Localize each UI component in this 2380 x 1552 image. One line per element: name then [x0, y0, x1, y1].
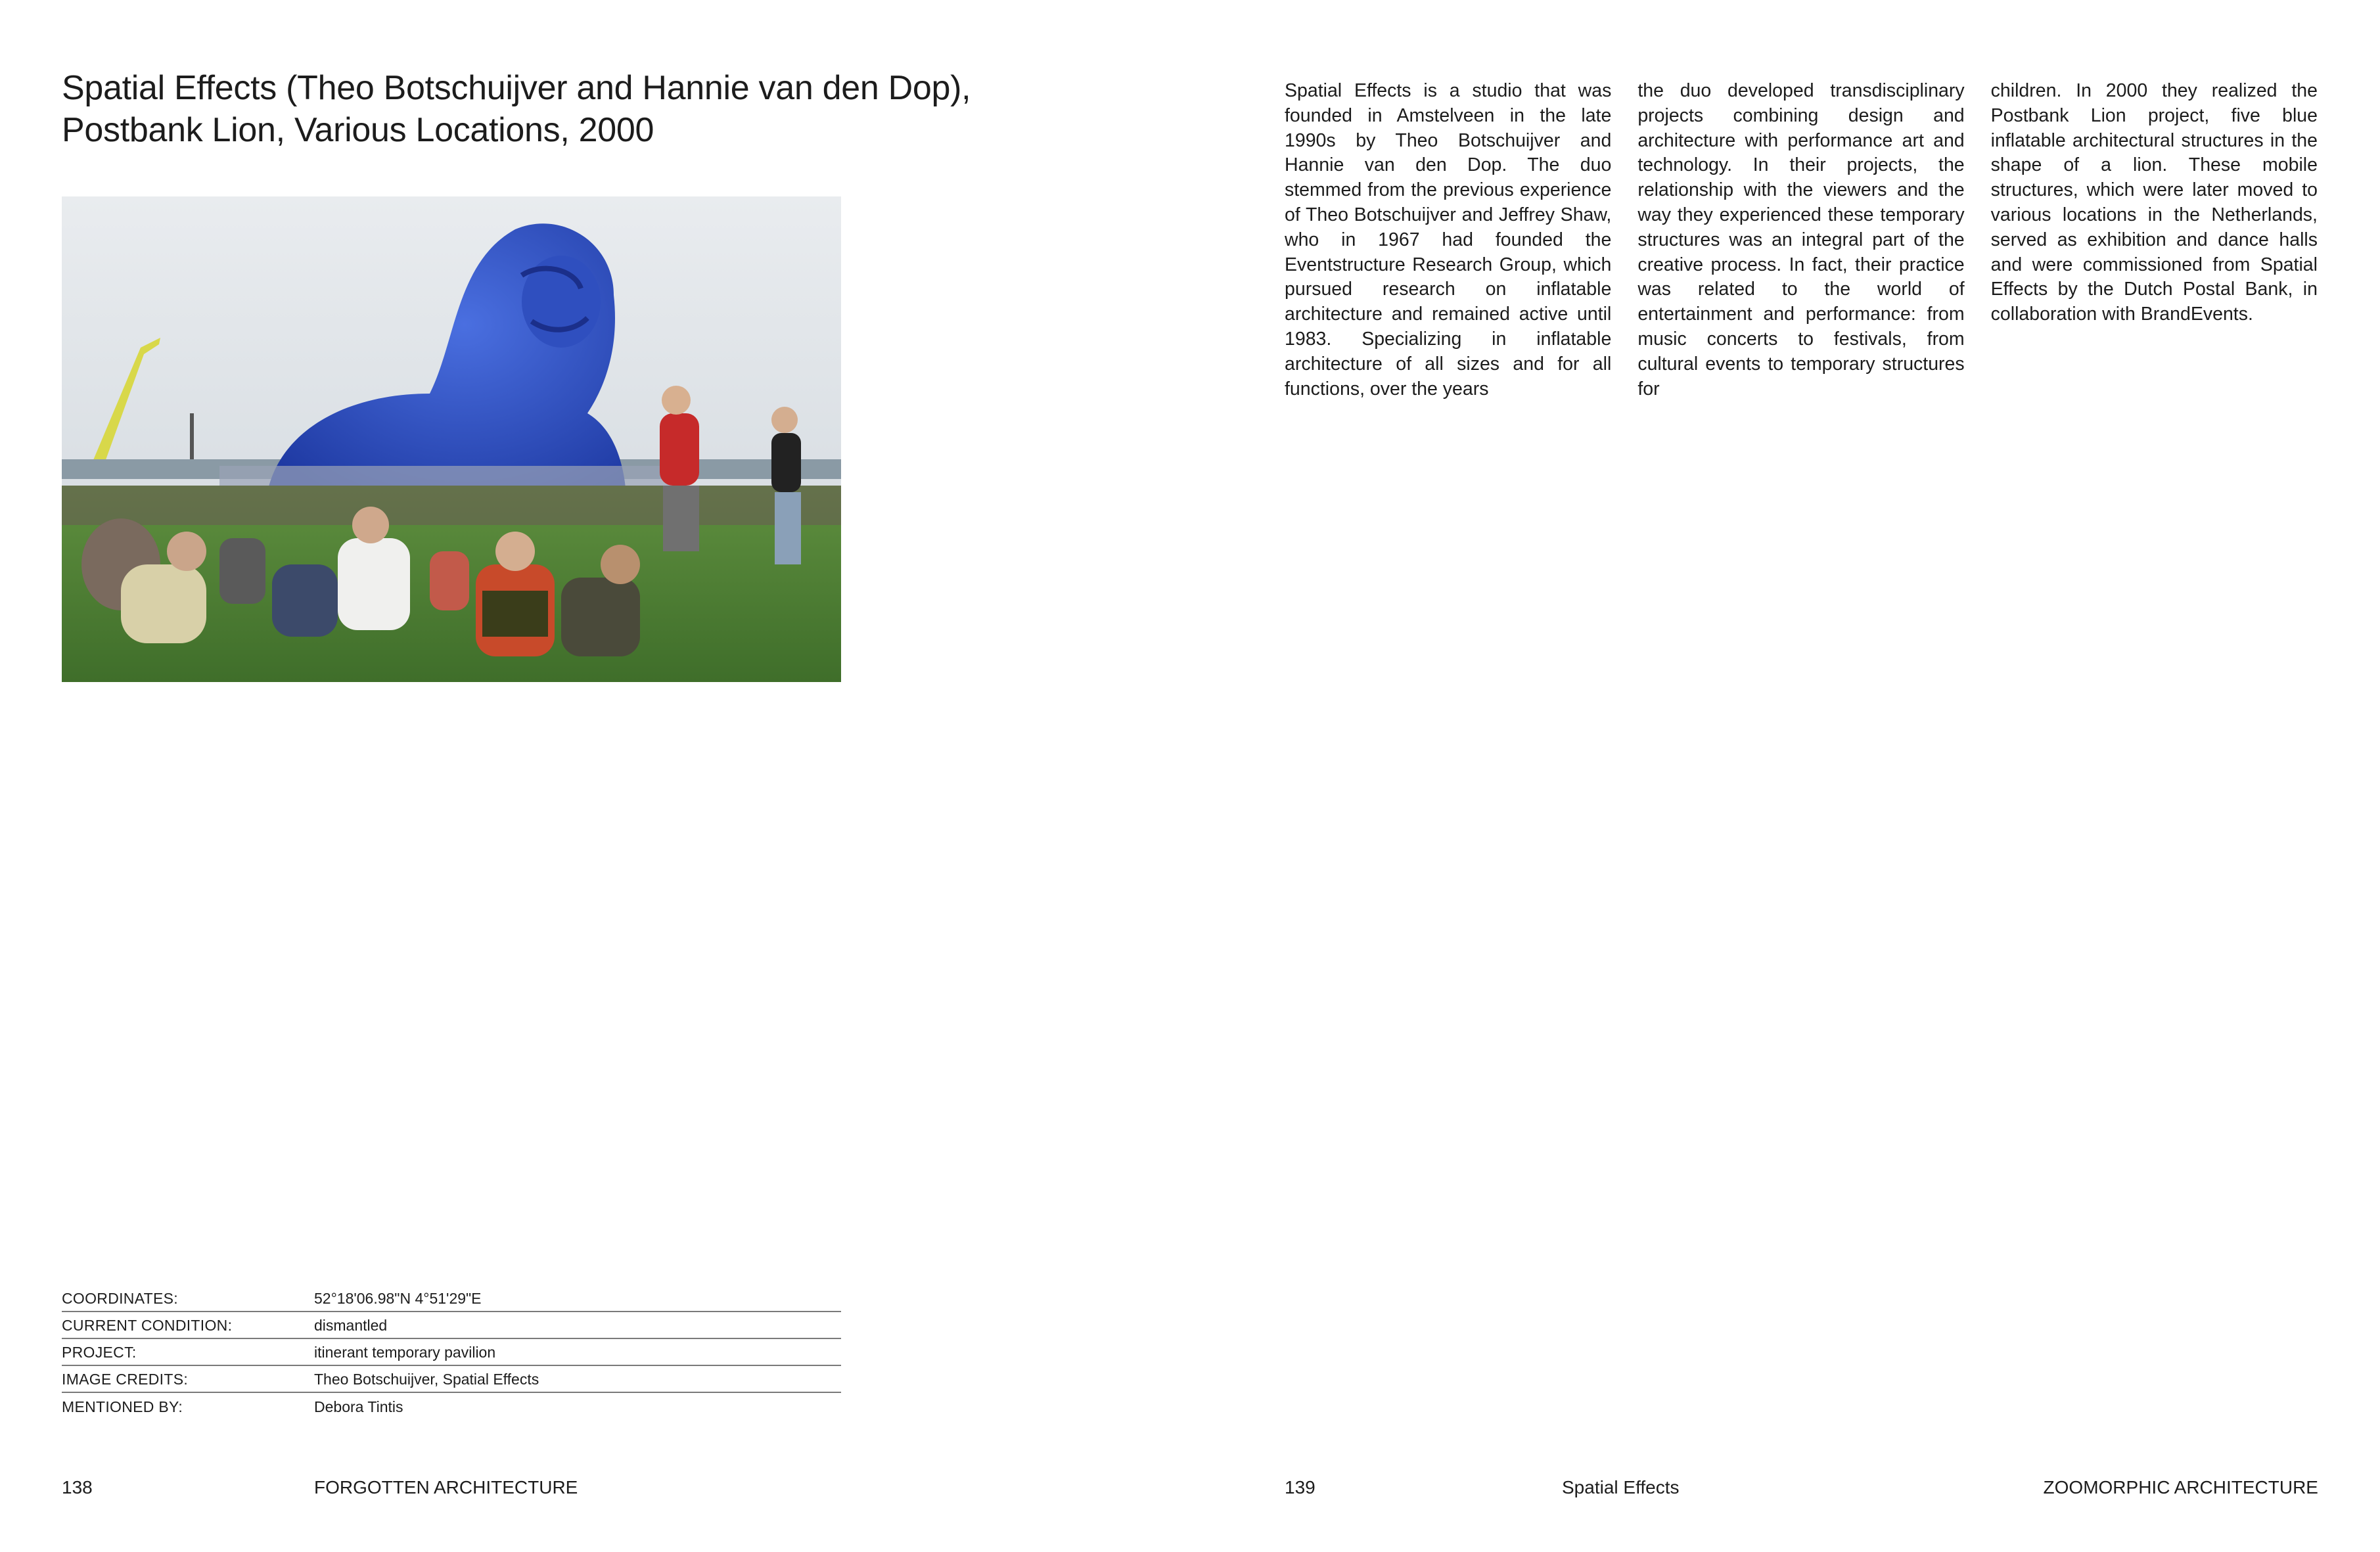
text-column: children. In 2000 they realized the Postbank Lion project, five blue inflatable architectural structures in the shape of a lion. These mobile structures, which were later moved to various locations in the Netherlands, served as exhibition and dance halls and were commissioned from Spatial Effects by the Dutch Postal Bank, in collaboration with BrandEvents.	[1990, 80, 2318, 325]
section-title: ZOOMORPHIC ARCHITECTURE	[2043, 1477, 2318, 1497]
article-title	[62, 67, 1087, 151]
running-head: Spatial Effects	[1562, 1477, 1680, 1497]
fact-label: PROJECT:	[62, 1343, 137, 1361]
fact-row-condition	[62, 1312, 841, 1339]
fact-row-project	[62, 1339, 841, 1366]
text-column: Spatial Effects is a studio that was founded in Amstelveen in the late 1990s by Theo Botschuijver and Hannie van den Dop. The duo stemmed from the previous experience of Theo Botschuijver and Jeffrey Shaw, who in 1967 had founded the Eventstructure Research Group, which pursued research on inflatable architecture and remained active until 1983. Specializing in inflatable architecture of all sizes and for all functions, over the years	[1285, 80, 1612, 399]
festival-lion-photo	[62, 196, 841, 682]
section-title: FORGOTTEN ARCHITECTURE	[314, 1477, 578, 1497]
fact-value: 52°18'06.98"N 4°51'29"E	[314, 1289, 482, 1307]
project-facts-table	[62, 1285, 841, 1420]
page-number: 139	[1285, 1477, 1316, 1497]
body-text	[1285, 79, 2318, 401]
fact-row-coordinates	[62, 1285, 841, 1312]
title-line: Spatial Effects (Theo Botschuijver and Hannie van den Dop),	[62, 69, 971, 107]
title-line: Postbank Lion, Various Locations, 2000	[62, 111, 654, 149]
right-page	[1190, 0, 2380, 1552]
fact-row-image-credits	[62, 1366, 841, 1393]
fact-row-mentioned-by	[62, 1393, 841, 1420]
photo-icon	[62, 196, 841, 682]
fact-label: CURRENT CONDITION:	[62, 1316, 233, 1334]
fact-value: dismantled	[314, 1316, 388, 1334]
fact-label: IMAGE CREDITS:	[62, 1370, 189, 1388]
fact-value: itinerant temporary pavilion	[314, 1343, 496, 1361]
fact-value: Debora Tintis	[314, 1398, 403, 1415]
fact-label: MENTIONED BY:	[62, 1398, 183, 1415]
text-column: the duo developed transdisciplinary projects combining design and architecture with performance art and technology. In their projects, the relationship with the viewers and the way they experienced these temporary structures was an integral part of the creative process. In fact, their practice was related to the world of entertainment and performance: from music concerts to festivals, from cultural events to temporary structures for	[1637, 80, 1965, 399]
fact-label: COORDINATES:	[62, 1289, 178, 1307]
page-number: 138	[62, 1477, 93, 1497]
fact-value: Theo Botschuijver, Spatial Effects	[314, 1370, 539, 1388]
